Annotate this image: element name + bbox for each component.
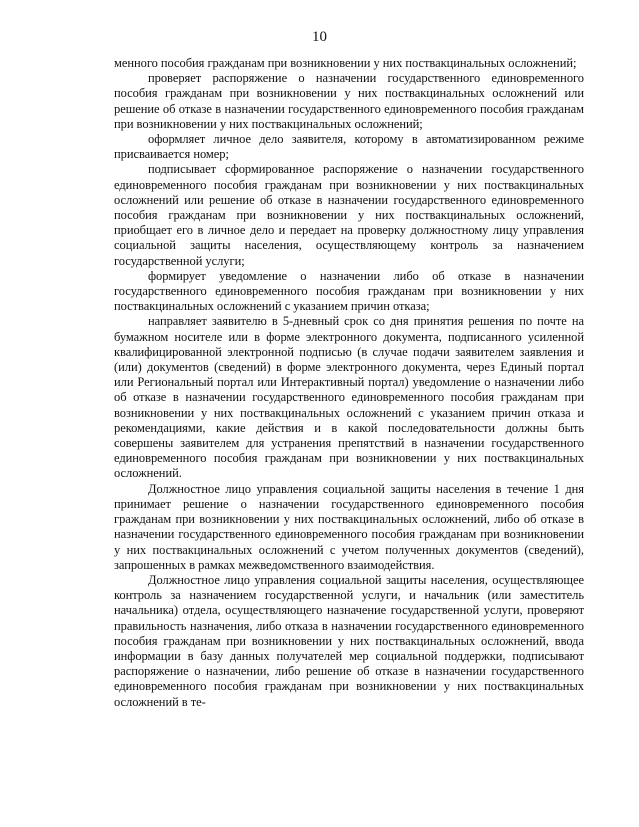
- paragraph-4: подписывает сформированное распоряжение о назначении государственного единовременного пособия гражданам при возникновении у них поствакцинальных осложнений или решение об отказе в назначении государственного единовременного пособия гражданам при возникновении у них поствакцинальных осложнений, приобщает его в личное дело и передает на проверку должностному лицу управления социальной защиты населения, осуществляющему контроль за назначением государственной услуги;: [114, 162, 584, 268]
- paragraph-2: проверяет распоряжение о назначении государственного единовременного пособия гражданам при возникновении у них поствакцинальных осложнений или решение об отказе в назначении государственного единовременного пособия гражданам при возникновении у них поствакцинальных осложнений;: [114, 71, 584, 131]
- paragraph-3: оформляет личное дело заявителя, которому в автоматизированном режиме присваивается номер;: [114, 132, 584, 162]
- paragraph-5: формирует уведомление о назначении либо об отказе в назначении государственного единовременного пособия гражданам при возникновении у них поствакцинальных осложнений с указанием причин отказа;: [114, 268, 584, 314]
- paragraph-7: Должностное лицо управления социальной защиты населения в течение 1 дня принимает решение о назначении государственного единовременного пособия гражданам при возникновении у них поствакцинальных осложнений, либо об отказе в назначении государственного единовременного пособия гражданам при возникновении у них поствакцинальных осложнений с учетом полученных документов (сведений), запрошенных в рамках межведомственного взаимодействия.: [114, 481, 584, 572]
- paragraph-6: направляет заявителю в 5-дневный срок со дня принятия решения по почте на бумажном носителе или в форме электронного документа, подписанного усиленной квалифицированной электронной подписью (в случае подачи заявителем заявления и (или) документов (сведений) в форме электронного документа, через Единый портал или Региональный портал или Интерактивный портал) уведомление о назначении либо об отказе в назначении государственного единовременного пособия гражданам при возникновении у них поствакцинальных осложнений с указанием причин отказа и рекомендациями, какие действия и в какой последовательности должны быть совершены заявителем для устранения препятствий в назначении государственного единовременного пособия гражданам при возникновении у них поствакцинальных осложнений.: [114, 314, 584, 481]
- page-number: 10: [312, 29, 327, 45]
- document-body: [114, 56, 584, 710]
- paragraph-8: Должностное лицо управления социальной защиты населения, осуществляющее контроль за назначением государственной услуги, и начальник (или заместитель начальника) отдела, осуществляющего назначение государственной услуги, проверяют правильность назначения, либо отказа в назначении государственного единовременного пособия гражданам при возникновении у них поствакцинальных осложнений, ввода информации в базу данных получателей мер социальной поддержки, подписывают распоряжение о назначении, либо решение об отказе в назначении государственного единовременного пособия гражданам при возникновении у них поствакцинальных осложнений в те-: [114, 572, 584, 709]
- paragraph-1: менного пособия гражданам при возникновении у них поствакцинальных осложнений;: [114, 56, 577, 70]
